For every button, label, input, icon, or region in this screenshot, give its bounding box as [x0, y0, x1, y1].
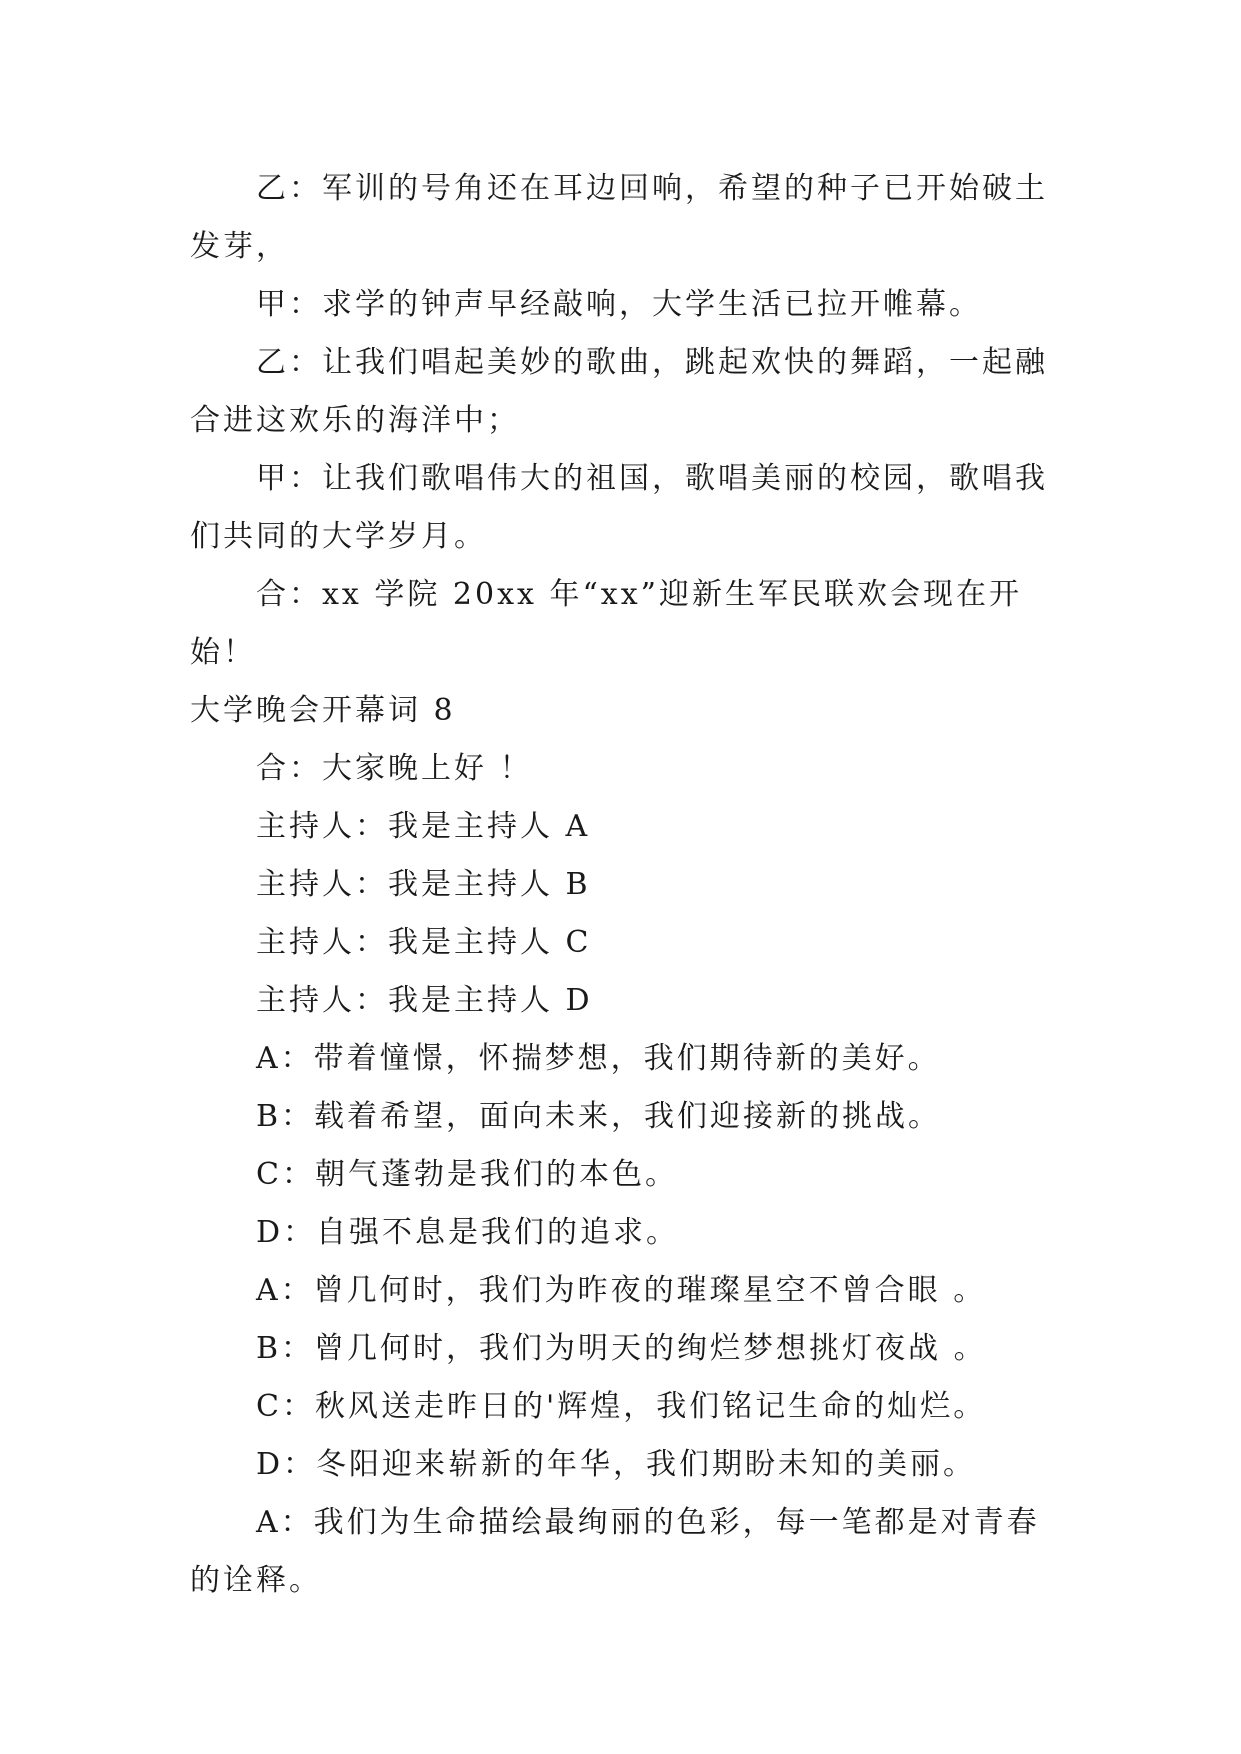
paragraph: C：秋风送走昨日的'辉煌，我们铭记生命的灿烂。 — [256, 1389, 987, 1424]
paragraph: B：曾几何时，我们为明天的绚烂梦想挑灯夜战 。 — [256, 1331, 987, 1366]
paragraph: 乙：军训的号角还在耳边回响，希望的种子已开始破土发芽， — [190, 171, 1048, 264]
section-heading: 大学晚会开幕词 8 — [190, 693, 456, 728]
paragraph: 合：xx 学院 20xx 年“xx”迎新生军民联欢会现在开始！ — [190, 577, 1022, 670]
document-body — [190, 160, 1060, 1610]
paragraph: A：我们为生命描绘最绚丽的色彩，每一笔都是对青春的诠释。 — [190, 1505, 1040, 1598]
paragraph: C：朝气蓬勃是我们的本色。 — [256, 1157, 678, 1192]
paragraph: A：带着憧憬，怀揣梦想，我们期待新的美好。 — [256, 1041, 941, 1076]
paragraph: 甲：求学的钟声早经敲响，大学生活已拉开帷幕。 — [256, 287, 982, 322]
paragraph: 主持人：我是主持人 C — [256, 925, 592, 960]
paragraph: A：曾几何时，我们为昨夜的璀璨星空不曾合眼 。 — [256, 1273, 987, 1308]
paragraph: 甲：让我们歌唱伟大的祖国，歌唱美丽的校园，歌唱我们共同的大学岁月。 — [190, 461, 1048, 554]
paragraph: 乙：让我们唱起美妙的歌曲，跳起欢快的舞蹈，一起融合进这欢乐的海洋中； — [190, 345, 1048, 438]
paragraph: B：载着希望，面向未来，我们迎接新的挑战。 — [256, 1099, 942, 1134]
paragraph: 合：大家晚上好 ！ — [256, 751, 533, 786]
paragraph: D：冬阳迎来崭新的年华，我们期盼未知的美丽。 — [256, 1447, 977, 1482]
paragraph: D：自强不息是我们的追求。 — [256, 1215, 680, 1250]
paragraph: 主持人：我是主持人 D — [256, 983, 593, 1018]
paragraph: 主持人：我是主持人 B — [256, 867, 591, 902]
paragraph: 主持人：我是主持人 A — [256, 809, 591, 844]
